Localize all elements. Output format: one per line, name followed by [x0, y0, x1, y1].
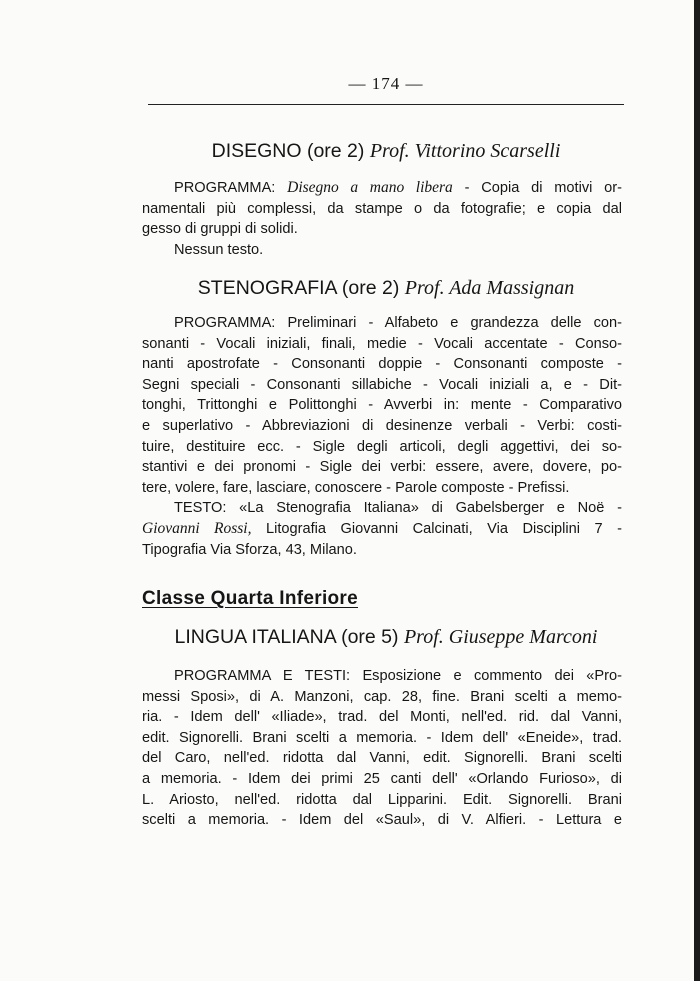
section-professor: Prof. Ada Massignan	[404, 277, 575, 299]
text: tonghi, Trittonghi e Polittonghi - Avverbi in: mente - Comparativo	[142, 397, 622, 414]
text: scelti a memoria. - Idem del «Saul», di V. Alfieri. - Lettura e	[142, 812, 622, 829]
text: PROGRAMMA: Preliminari - Alfabeto e grandezza delle con-	[174, 315, 622, 331]
text: Litografia Giovanni Calcinati, Via Disciplini 7 -	[251, 520, 622, 537]
text-line	[142, 416, 622, 437]
italic-text: Giovanni Rossi,	[142, 519, 252, 537]
page-edge-shadow	[694, 0, 700, 981]
text-line	[142, 478, 622, 499]
section-title: STENOGRAFIA (ore 2)	[197, 277, 400, 299]
text: a memoria. - Idem dei primi 25 canti dell' «Orlando Furioso», di	[142, 770, 622, 787]
text-line	[142, 178, 622, 199]
section-professor: Prof. Vittorino Scarselli	[369, 140, 561, 162]
text-line	[142, 375, 622, 396]
text: stantivi e dei pronomi - Sigle dei verbi: essere, avere, dovere, po-	[142, 459, 622, 476]
text: edit. Signorelli. Brani scelti a memoria. - Idem dell' «Eneide», trad.	[142, 729, 622, 746]
text-line	[142, 334, 622, 355]
text: Segni speciali - Consonanti sillabiche - Vocali iniziali a, e - Dit-	[142, 376, 622, 393]
section-body-disegno	[142, 178, 622, 260]
italic-text: Disegno a mano libera	[287, 179, 453, 196]
text-line	[142, 498, 622, 519]
text-line	[142, 199, 622, 220]
text: PROGRAMMA E TESTI: Esposizione e commento dei «Pro-	[174, 668, 622, 684]
text: PROGRAMMA:	[174, 180, 288, 196]
text-line	[142, 240, 622, 261]
text: tuire, destituire ecc. - Sigle degli articoli, degli aggettivi, dei so-	[142, 438, 622, 455]
text: Nessun testo.	[174, 241, 264, 258]
text-line	[142, 540, 622, 561]
text: - Copia di motivi or-	[452, 180, 622, 196]
text: e superlativo - Abbreviazioni di desinenze verbali - Verbi: costi-	[142, 417, 622, 434]
text-line	[142, 354, 622, 375]
text-line	[142, 728, 622, 749]
text-line	[142, 810, 622, 831]
text: Tipografia Via Sforza, 43, Milano.	[142, 541, 357, 558]
text-line	[142, 769, 622, 790]
text: nanti apostrofate - Consonanti doppie - Consonanti composte -	[142, 356, 622, 373]
text: tere, volere, fare, lasciare, conoscere - Parole composte - Prefissi.	[142, 479, 570, 496]
text: sonanti - Vocali iniziali, finali, medie - Vocali accentate - Conso-	[142, 335, 622, 352]
text: gesso di gruppi di solidi.	[142, 221, 298, 238]
header-rule	[148, 104, 624, 105]
text: L. Ariosto, nell'ed. ridotta dal Lipparini. Edit. Signorelli. Brani	[142, 791, 622, 808]
text-line	[142, 790, 622, 811]
section-title: LINGUA ITALIANA (ore 5)	[174, 626, 399, 648]
text-line	[142, 219, 622, 240]
text: namentali più complessi, da stampe o da fotografie; e copia dal	[142, 200, 622, 217]
text-line	[142, 707, 622, 728]
section-heading-disegno	[140, 140, 632, 163]
text: TESTO: «La Stenografia Italiana» di Gabelsberger e Noë -	[174, 500, 622, 517]
text-line	[142, 313, 622, 334]
text: ria. - Idem dell' «Iliade», trad. del Monti, nell'ed. rid. dal Vanni,	[142, 709, 622, 726]
text-line	[142, 457, 622, 478]
text-line	[142, 519, 622, 540]
text-line	[142, 666, 622, 687]
text: del Caro, nell'ed. ridotta dal Vanni, edit. Signorelli. Brani scelti	[142, 750, 622, 767]
text-line	[142, 395, 622, 416]
section-heading-stenografia	[140, 277, 632, 300]
class-title: Classe Quarta Inferiore	[142, 588, 358, 609]
page-number: — 174 —	[348, 74, 424, 93]
section-body-stenografia	[142, 313, 622, 560]
section-heading-lingua-italiana	[140, 626, 632, 649]
text-line	[142, 687, 622, 708]
section-professor: Prof. Giuseppe Marconi	[403, 626, 598, 648]
text: messi Sposi», di A. Manzoni, cap. 28, fine. Brani scelti a memo-	[142, 688, 622, 705]
section-body-lingua-italiana	[142, 666, 622, 831]
section-title: DISEGNO (ore 2)	[211, 140, 365, 162]
text-line	[142, 748, 622, 769]
text-line	[142, 437, 622, 458]
